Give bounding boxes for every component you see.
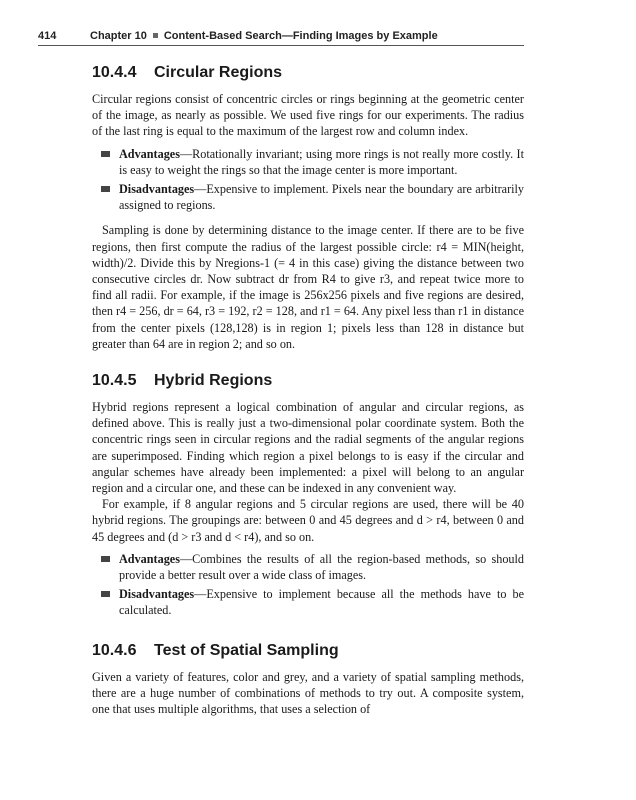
section-title: Hybrid Regions <box>154 372 273 390</box>
chapter-label: Chapter 10 <box>90 30 147 42</box>
list-item-text: —Expensive to implement because all the methods have to be calculated. <box>119 587 524 618</box>
section-heading-test-of-spatial-sampling <box>92 642 524 660</box>
list-item-label: Advantages <box>119 146 180 161</box>
section-number: 10.4.4 <box>92 64 137 81</box>
paragraph: Circular regions consist of concentric circles or rings beginning at the geometric center of the image, as nearly as possible. We used five rings for our experiments. The radius of the last ring is equal to the maximum of the largest row and column index. <box>92 92 524 139</box>
page-content <box>92 64 524 717</box>
list-item-label: Advantages <box>119 551 180 566</box>
list-item <box>92 181 524 213</box>
running-head <box>38 30 524 46</box>
section-heading-hybrid-regions <box>92 372 524 390</box>
list-item-text: —Expensive to implement. Pixels near the boundary are arbitrarily assigned to regions. <box>119 182 524 213</box>
bullet-icon <box>101 591 110 597</box>
list-item <box>92 551 524 583</box>
page-number: 414 <box>38 30 57 42</box>
separator-square-icon <box>153 33 158 38</box>
paragraph: Hybrid regions represent a logical combination of angular and circular regions, as defined above. This is really just a two-dimensional polar coordinate system. Both the concentric rings seen in circular regions and the radial segments of the angular regions are superimposed. Finding which region a pixel belongs to is easy if the circular and angular schemes have already been implemented: a pixel will belong to an angular region and a circular one, and these can be indexed in any convenient way. <box>92 400 524 496</box>
bullet-icon <box>101 556 110 562</box>
list-item <box>92 146 524 178</box>
section-title: Circular Regions <box>154 64 283 81</box>
bullet-icon <box>101 151 110 157</box>
section-heading-circular-regions <box>92 64 524 82</box>
list-item-label: Disadvantages <box>119 182 195 197</box>
list-item-label: Disadvantages <box>119 587 195 602</box>
bullet-icon <box>101 186 110 192</box>
list-item <box>92 586 524 618</box>
bullet-list <box>92 146 524 214</box>
paragraph: Given a variety of features, color and grey, and a variety of spatial sampling methods, there are a huge number of combinations of methods to try out. A composite system, one that uses multiple algorithms, that uses a selection of <box>92 669 524 717</box>
paragraph: Sampling is done by determining distance to the image center. If there are to be five regions, then first compute the radius of the largest possible circle: r4 = MIN(height, width)/2. Divide this by Nregions-1 (= 4 in this case) giving the distance between two consecutive circles dr. Now subtract dr from R4 to give r3, and repeat twice more to find all radii. For example, if the image is 256x256 pixels and five regions are desired, then r4 = 256, dr = 64, r3 = 192, r2 = 128, and r1 = 64. Any pixel less than r1 in distance from the center pixels (128,128) is in region 1; pixels less than 128 in distance but greater than 64 are in region 2; and so on. <box>92 223 524 351</box>
list-item-text: —Combines the results of all the region-based methods, so should provide a better result over a wide class of images. <box>119 551 524 583</box>
bullet-list <box>92 551 524 619</box>
section-title: Test of Spatial Sampling <box>154 641 339 659</box>
section-number: 10.4.5 <box>92 372 137 390</box>
paragraph: For example, if 8 angular regions and 5 circular regions are used, there will be 40 hybrid regions. The groupings are: between 0 and 45 degrees and d > r4, between 0 and 45 degrees and (d > r3 and d < r4), and so on. <box>92 497 524 544</box>
section-number: 10.4.6 <box>92 641 137 659</box>
list-item-text: —Rotationally invariant; using more rings is not really more costly. It is easy to weight the rings so that the image center is more important. <box>119 146 524 177</box>
chapter-title: Content-Based Search—Finding Images by Example <box>163 30 438 42</box>
